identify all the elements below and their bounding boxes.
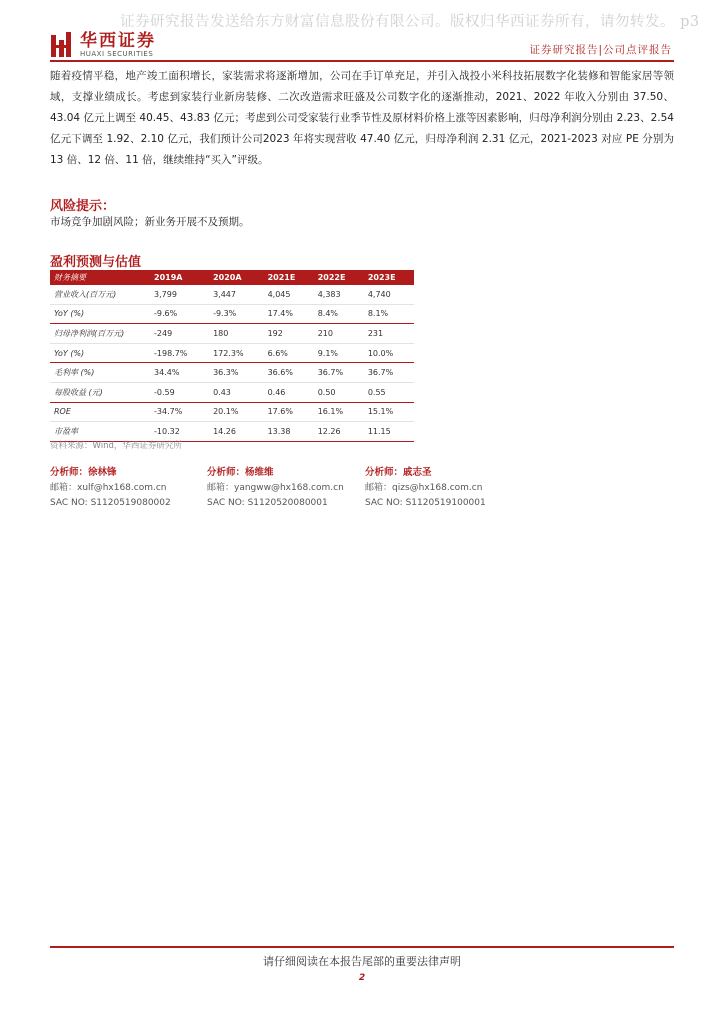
table-cell: 4,383 [314, 285, 364, 304]
table-header-cell: 2019A [150, 270, 209, 285]
table-cell: 6.6% [264, 343, 314, 363]
table-row [50, 285, 414, 304]
logo-chinese-name: 华西证券 [80, 31, 156, 51]
table-cell: 20.1% [209, 402, 264, 422]
analyst-sac-number: SAC NO: S1120519100001 [365, 498, 486, 508]
risk-section-title: 风险提示： [50, 199, 116, 214]
watermark-text: 证券研究报告发送给东方财富信息股份有限公司。版权归华西证券所有，请勿转发。 p3 [120, 14, 700, 30]
analyst-name: 徐林锋 [88, 467, 117, 478]
table-cell: 10.0% [364, 343, 414, 363]
table-cell: -34.7% [150, 402, 209, 422]
table-cell: 17.4% [264, 304, 314, 324]
table-row [50, 363, 414, 383]
table-header-cell: 2020A [209, 270, 264, 285]
row-label: 市盈率 [50, 422, 150, 442]
table-header-cell: 2023E [364, 270, 414, 285]
row-label: YoY (%) [50, 304, 150, 324]
analyst-role: 分析师： [207, 467, 246, 478]
analyst-card [365, 464, 525, 511]
table-row [50, 402, 414, 422]
table-header-row [50, 270, 414, 285]
company-logo [50, 32, 156, 58]
table-cell: -9.3% [209, 304, 264, 324]
row-label: 每股收益 (元) [50, 382, 150, 402]
table-cell: 16.1% [314, 402, 364, 422]
table-row [50, 324, 414, 344]
row-label: YoY (%) [50, 343, 150, 363]
row-label: 归母净利润(百万元) [50, 324, 150, 344]
table-source-note: 资料来源：Wind，华西证券研究所 [50, 441, 182, 451]
analyst-email: 邮箱：yangww@hx168.com.cn [207, 483, 344, 493]
analyst-name: 杨维维 [245, 467, 274, 478]
table-cell: 210 [314, 324, 364, 344]
report-type-label: 证券研究报告|公司点评报告 [529, 44, 672, 56]
table-cell: 4,740 [364, 285, 414, 304]
huaxi-logo-icon [50, 32, 72, 58]
analyst-role: 分析师： [365, 467, 404, 478]
table-cell: 231 [364, 324, 414, 344]
table-header-cell: 2021E [264, 270, 314, 285]
summary-paragraph: 随着疫情平稳，地产竣工面积增长，家装需求将逐渐增加，公司在手订单充足，并引入战投小米科技拓展数字化装修和智能家居等领域，支撑业绩成长。考虑到家装行业新房装修、二次改造需求旺盛及公司数字化的逐渐推动，2021、2022 年收入分别由 37.50、43.04 亿元上调至 40.45、43.83 亿元；考虑到公司受家装行业季节性及原材料价格上涨等因素影响，归母净利润分别由 2.23、2.54 亿元下调至 1.92、2.10 亿元，我们预计公司2023 年将实现营收 47.40 亿元，归母净利润 2.31 亿元，2021-2023 对应 PE 分别为 13 倍、12 倍、11 倍，继续维持“买入”评级。 [50, 70, 674, 166]
table-cell: 172.3% [209, 343, 264, 363]
legal-disclaimer-note: 请仔细阅读在本报告尾部的重要法律声明 [263, 955, 461, 968]
table-cell: 0.55 [364, 382, 414, 402]
table-row [50, 343, 414, 363]
table-cell: 34.4% [150, 363, 209, 383]
analyst-email: 邮箱：qizs@hx168.com.cn [365, 483, 483, 493]
table-cell: 180 [209, 324, 264, 344]
table-cell: 0.50 [314, 382, 364, 402]
table-row [50, 382, 414, 402]
table-cell: 14.26 [209, 422, 264, 442]
table-cell: 9.1% [314, 343, 364, 363]
forecast-section-title: 盈利预测与估值 [50, 255, 142, 270]
row-label: ROE [50, 402, 150, 422]
table-cell: 36.7% [314, 363, 364, 383]
table-cell: -198.7% [150, 343, 209, 363]
table-cell: 36.7% [364, 363, 414, 383]
table-cell: 11.15 [364, 422, 414, 442]
page-number: 2 [358, 973, 366, 983]
analyst-sac-number: SAC NO: S1120520080001 [207, 498, 328, 508]
table-cell: 12.26 [314, 422, 364, 442]
analyst-email: 邮箱：xulf@hx168.com.cn [50, 483, 167, 493]
table-cell: 0.46 [264, 382, 314, 402]
header-divider [50, 60, 674, 62]
table-cell: 17.6% [264, 402, 314, 422]
table-row [50, 304, 414, 324]
financial-summary-table [50, 270, 414, 442]
footer-divider [50, 946, 674, 948]
analyst-role: 分析师： [50, 467, 89, 478]
table-cell: 4,045 [264, 285, 314, 304]
risk-text: 市场竞争加剧风险；新业务开展不及预期。 [50, 216, 250, 228]
table-header-cell: 财务摘要 [50, 270, 150, 285]
table-cell: 36.6% [264, 363, 314, 383]
table-cell: 15.1% [364, 402, 414, 422]
table-cell: 8.1% [364, 304, 414, 324]
table-cell: -0.59 [150, 382, 209, 402]
row-label: 毛利率 (%) [50, 363, 150, 383]
analyst-card [50, 464, 210, 511]
analyst-card [207, 464, 367, 511]
logo-english-name: HUAXI SECURITIES [80, 50, 154, 58]
table-cell: 36.3% [209, 363, 264, 383]
table-cell: 8.4% [314, 304, 364, 324]
analyst-sac-number: SAC NO: S1120519080002 [50, 498, 171, 508]
table-cell: 3,799 [150, 285, 209, 304]
table-cell: -10.32 [150, 422, 209, 442]
table-cell: -9.6% [150, 304, 209, 324]
row-label: 营业收入(百万元) [50, 285, 150, 304]
table-cell: 3,447 [209, 285, 264, 304]
table-header-cell: 2022E [314, 270, 364, 285]
table-cell: 192 [264, 324, 314, 344]
table-cell: 13.38 [264, 422, 314, 442]
analyst-name: 戚志圣 [403, 467, 432, 478]
table-cell: -249 [150, 324, 209, 344]
table-cell: 0.43 [209, 382, 264, 402]
